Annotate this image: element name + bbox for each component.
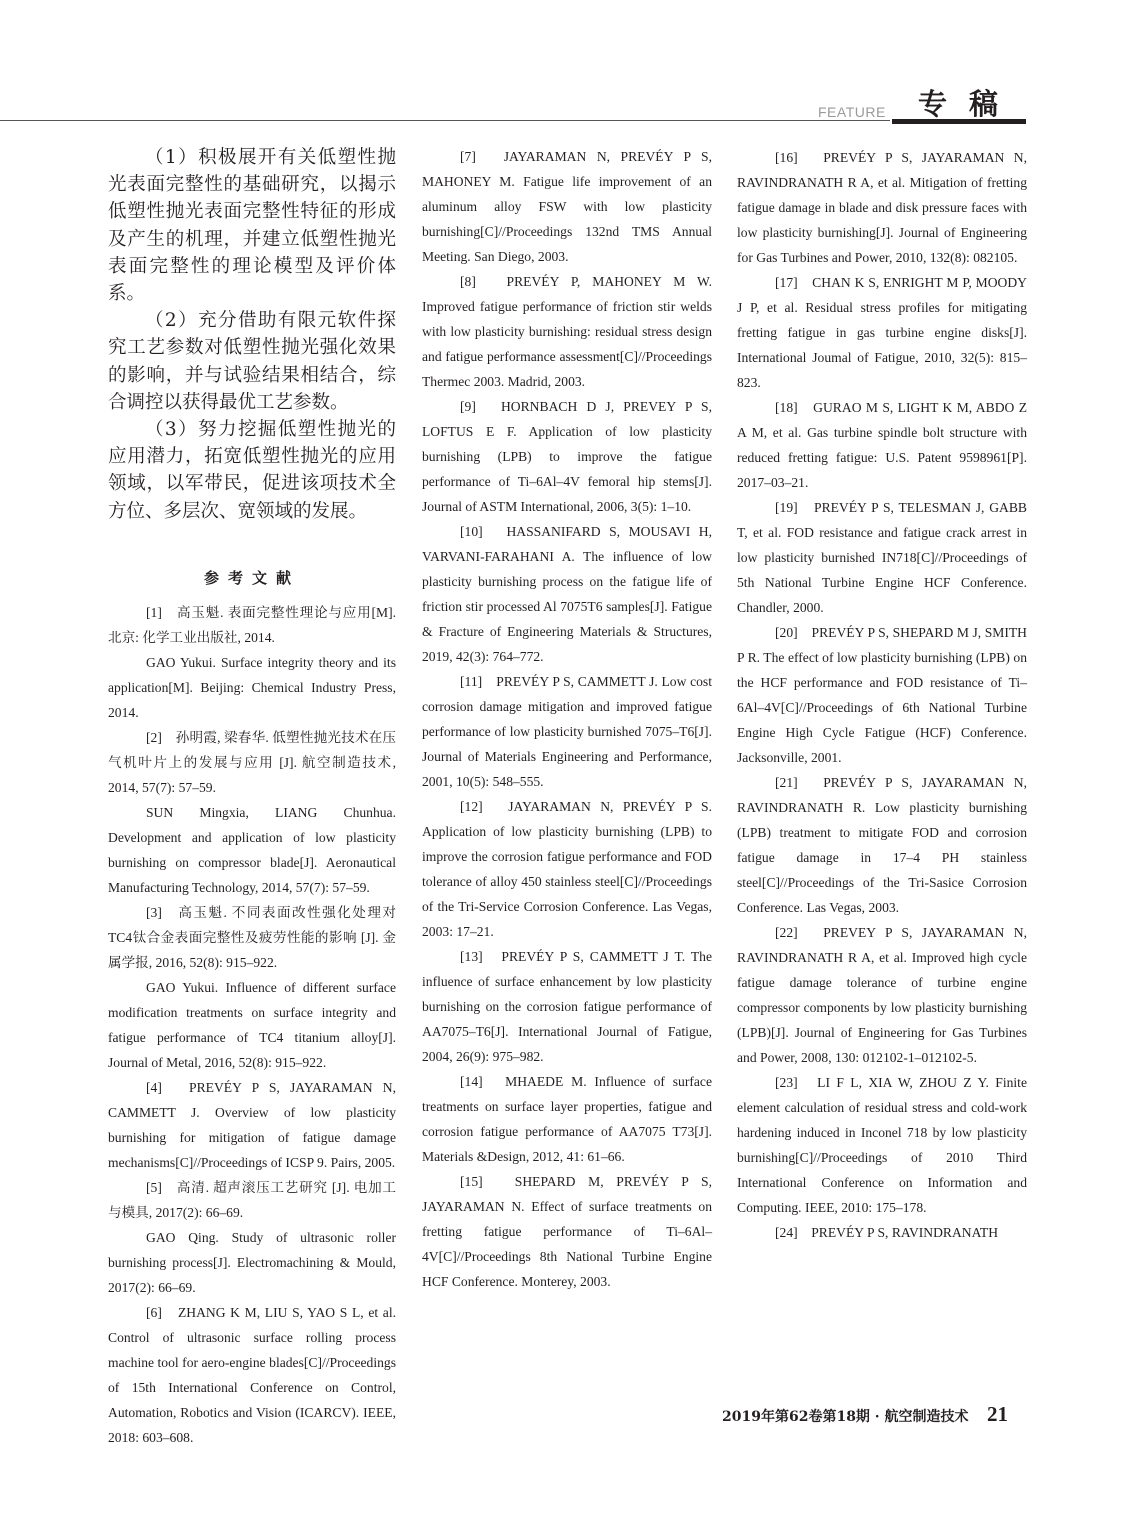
- reference-item: [12] JAYARAMAN N, PREVÉY P S. Application of low plasticity burnishing (LPB) to improve the corrosion fatigue performance and FOD tolerance of alloy 450 stainless steel[C]//Proceedings of the Tri-Service Corrosion Conference. Las Vegas, 2003: 17–21.: [422, 799, 712, 939]
- reference-item: SUN Mingxia, LIANG Chunhua. Development and application of low plasticity burnishing on compressor blade[J]. Aeronautical Manufacturing Technology, 2014, 57(7): 57–59.: [108, 804, 396, 895]
- column-2: [422, 144, 712, 1289]
- section-title: 专稿: [918, 87, 1021, 121]
- reference-item: [7] JAYARAMAN N, PREVÉY P S, MAHONEY M. Fatigue life improvement of an aluminum alloy FSW with low plasticity burnishing[C]//Proceedings 132nd TMS Annual Meeting. San Diego, 2003.: [422, 149, 712, 264]
- reference-item: [23] LI F L, XIA W, ZHOU Z Y. Finite element calculation of residual stress and cold-work hardening induced in Inconel 718 by low plasticity burnishing[C]//Proceedings of 2010 Third International Conference on Information and Computing. IEEE, 2010: 175–178.: [737, 1075, 1027, 1215]
- reference-item: [11] PREVÉY P S, CAMMETT J. Low cost corrosion damage mitigation and improved fatigue performance of low plasticity burnished 7075–T6[J]. Journal of Materials Engineering and Performance, 2001, 10(5): 548–555.: [422, 674, 712, 789]
- header-rule: [0, 120, 890, 121]
- reference-item: [2] 孙明霞, 梁春华. 低塑性抛光技术在压气机叶片上的发展与应用 [J]. 航空制造技术, 2014, 57(7): 57–59.: [108, 729, 396, 795]
- reference-item: GAO Yukui. Influence of different surface modification treatments on surface integrity and fatigue performance of TC4 titanium alloy[J]. Journal of Metal, 2016, 52(8): 915–922.: [108, 979, 396, 1070]
- reference-item: [17] CHAN K S, ENRIGHT M P, MOODY J P, et al. Residual stress profiles for mitigating fretting fatigue in gas turbine engine disks[J]. International Joumal of Fatigue, 2010, 32(5): 815–823.: [737, 275, 1027, 390]
- page-number: 21: [987, 1402, 1008, 1426]
- reference-item: [13] PREVÉY P S, CAMMETT J T. The influence of surface enhancement by low plasticity burnishing on the corrosion fatigue performance of AA7075–T6[J]. International Journal of Fatigue, 2004, 26(9): 975–982.: [422, 949, 712, 1064]
- reference-item: [19] PREVÉY P S, TELESMAN J, GABB T, et al. FOD resistance and fatigue crack arrest in low plasticity burnished IN718[C]//Proceedings of 5th National Turbine Engine HCF Conference. Chandler, 2000.: [737, 500, 1027, 615]
- column-3: [737, 145, 1027, 1245]
- reference-item: [10] HASSANIFARD S, MOUSAVI H, VARVANI-FARAHANI A. The influence of low plasticity burnishing process on the fatigue life of friction stir processed Al 7075T6 samples[J]. Fatigue & Fracture of Engineering Materials & Structures, 2019, 42(3): 764–772.: [422, 524, 712, 664]
- reference-item: [15] SHEPARD M, PREVÉY P S, JAYARAMAN N. Effect of surface treatments on fretting fatigue performance of Ti–6Al–4V[C]//Proceedings 8th National Turbine Engine HCF Conference. Monterey, 2003.: [422, 1174, 712, 1289]
- reference-item: [3] 高玉魁. 不同表面改性强化处理对TC4钛合金表面完整性及疲劳性能的影响 [J]. 金属学报, 2016, 52(8): 915–922.: [108, 904, 396, 970]
- body-paragraph: （1）积极展开有关低塑性抛光表面完整性的基础研究，以揭示低塑性抛光表面完整性特征的形成及产生的机理，并建立低塑性抛光表面完整性的理论模型及评价体系。: [108, 147, 396, 305]
- reference-item: [9] HORNBACH D J, PREVEY P S, LOFTUS E F. Application of low plasticity burnishing (LPB) to improve the fatigue performance of Ti–6Al–4V femoral hip stems[J]. Journal of ASTM International, 2006, 3(5): 1–10.: [422, 399, 712, 514]
- body-paragraph: （3）努力挖掘低塑性抛光的应用潜力，拓宽低塑性抛光的应用领域，以军带民，促进该项技术全方位、多层次、宽领域的发展。: [108, 419, 396, 522]
- reference-item: [18] GURAO M S, LIGHT K M, ABDO Z A M, et al. Gas turbine spindle bolt structure with reduced fretting fatigue: U.S. Patent 9598961[P]. 2017–03–21.: [737, 400, 1027, 490]
- reference-item: [22] PREVEY P S, JAYARAMAN N, RAVINDRANATH R A, et al. Improved high cycle fatigue damage tolerance of turbine engine compressor components by low plasticity burnishing (LPB)[J]. Journal of Engineering for Gas Turbines and Power, 2008, 130: 012102-1–012102-5.: [737, 925, 1027, 1065]
- reference-item: [14] MHAEDE M. Influence of surface treatments on surface layer properties, fatigue and corrosion fatigue performance of AA7075 T73[J]. Materials &Design, 2012, 41: 61–66.: [422, 1074, 712, 1164]
- reference-item: [21] PREVÉY P S, JAYARAMAN N, RAVINDRANATH R. Low plasticity burnishing (LPB) treatment to mitigate FOD and corrosion fatigue damage in 17–4 PH stainless steel[C]//Proceedings of the Tri-Sasice Corrosion Conference. Las Vegas, 2003.: [737, 775, 1027, 915]
- reference-item: [4] PREVÉY P S, JAYARAMAN N, CAMMETT J. Overview of low plasticity burnishing for mitigation of fatigue damage mechanisms[C]//Proceedings of ICSP 9. Pairs, 2005.: [108, 1079, 396, 1170]
- reference-item: [1] 高玉魁. 表面完整性理论与应用[M]. 北京: 化学工业出版社, 2014.: [108, 604, 396, 645]
- feature-label: FEATURE: [818, 104, 886, 120]
- column-1: [108, 144, 396, 1445]
- reference-item: [24] PREVÉY P S, RAVINDRANATH: [775, 1225, 999, 1240]
- reference-item: [8] PREVÉY P, MAHONEY M W. Improved fatigue performance of friction stir welds with low plasticity burnishing: residual stress design and fatigue performance assessment[C]//Proceedings Thermec 2003. Madrid, 2003.: [422, 274, 712, 389]
- reference-item: GAO Yukui. Surface integrity theory and its application[M]. Beijing: Chemical Industry Press, 2014.: [108, 654, 396, 720]
- reference-item: [6] ZHANG K M, LIU S, YAO S L, et al. Control of ultrasonic surface rolling process machine tool for aero-engine blades[C]//Proceedings of 15th International Conference on Control, Automation, Robotics and Vision (ICARCV). IEEE, 2018: 603–608.: [108, 1304, 396, 1445]
- reference-item: [16] PREVÉY P S, JAYARAMAN N, RAVINDRANATH R A, et al. Mitigation of fretting fatigue damage in blade and disk pressure faces with low plasticity burnishing[J]. Journal of Engineering for Gas Turbines and Power, 2010, 132(8): 082105.: [737, 150, 1027, 265]
- reference-item: [20] PREVÉY P S, SHEPARD M J, SMITH P R. The effect of low plasticity burnishing (LPB) on the HCF performance and FOD resistance of Ti–6Al–4V[C]//Proceedings of 6th National Turbine Engine High Cycle Fatigue (HCF) Conference. Jacksonville, 2001.: [737, 625, 1027, 765]
- journal-footer: 2019年第62卷第18期 · 航空制造技术: [722, 1409, 969, 1425]
- reference-item: [5] 高清. 超声滚压工艺研究 [J]. 电加工与模具, 2017(2): 66–69.: [108, 1179, 396, 1220]
- references-heading: 参考文献: [203, 568, 300, 587]
- body-paragraph: （2）充分借助有限元软件探究工艺参数对低塑性抛光强化效果的影响，并与试验结果相结合，综合调控以获得最优工艺参数。: [108, 310, 396, 413]
- reference-item: GAO Qing. Study of ultrasonic roller burnishing process[J]. Electromachining & Mould, 2017(2): 66–69.: [108, 1229, 396, 1295]
